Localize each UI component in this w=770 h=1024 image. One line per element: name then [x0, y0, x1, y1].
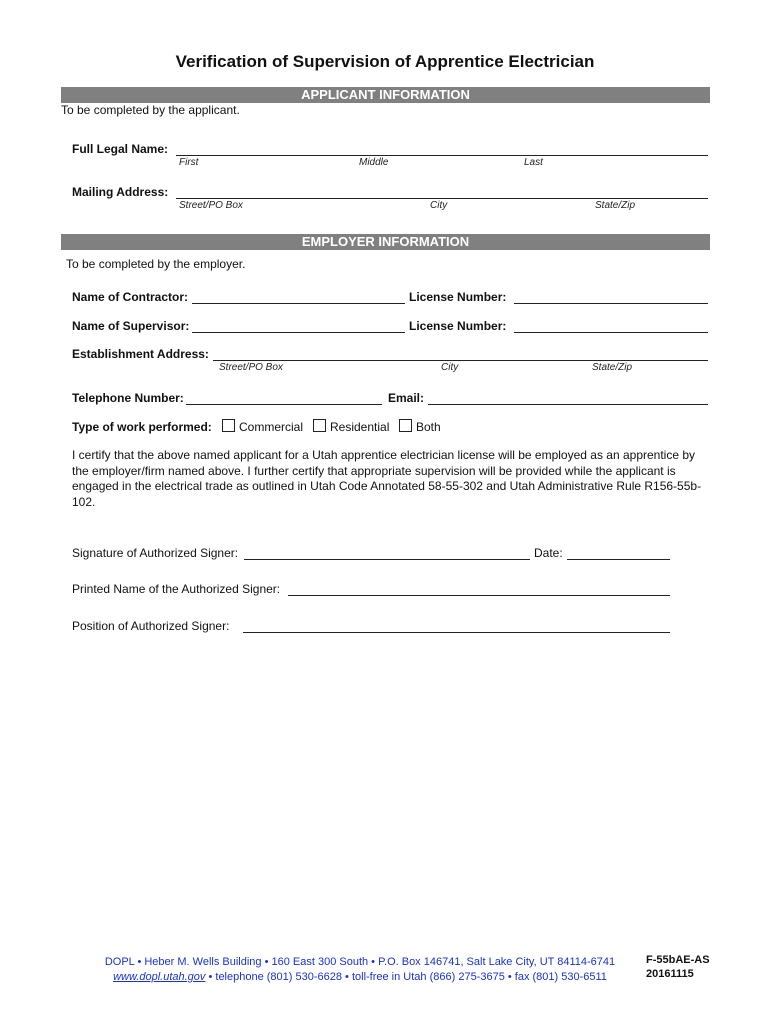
applicant-note: To be completed by the applicant.	[61, 103, 240, 117]
printed-name-label: Printed Name of the Authorized Signer:	[72, 582, 281, 596]
form-date: 20161115	[646, 968, 694, 980]
date-field[interactable]	[567, 559, 670, 560]
signature-label: Signature of Authorized Signer:	[72, 546, 239, 560]
telephone-label: Telephone Number:	[72, 391, 184, 405]
employer-note: To be completed by the employer.	[66, 257, 246, 271]
mailing-address-field[interactable]	[176, 198, 708, 199]
mailing-address-label: Mailing Address:	[72, 185, 169, 199]
contractor-label: Name of Contractor:	[72, 290, 189, 304]
commercial-checkbox[interactable]	[222, 419, 235, 432]
residential-option-label: Residential	[330, 420, 390, 434]
establishment-address-label: Establishment Address:	[72, 347, 209, 361]
last-name-caption: Last	[524, 157, 543, 168]
supervisor-license-label: License Number:	[409, 319, 507, 333]
establishment-street-caption: Street/PO Box	[219, 362, 283, 373]
position-label: Position of Authorized Signer:	[72, 619, 230, 633]
website-link[interactable]: www.dopl.utah.gov	[113, 971, 206, 983]
contractor-field[interactable]	[192, 303, 405, 304]
footer-address: DOPL • Heber M. Wells Building • 160 East 300 South • P.O. Box 146741, Salt Lake City, UT 84114-6741	[104, 956, 616, 968]
page-title: Verification of Supervision of Apprentice Electrician	[175, 52, 595, 71]
work-type-label: Type of work performed:	[72, 420, 212, 434]
residential-checkbox[interactable]	[313, 419, 326, 432]
footer-contact-numbers: • telephone (801) 530-6628 • toll-free in Utah (866) 275-3675 • fax (801) 530-6511	[205, 971, 607, 983]
form-code: F-55bAE-AS	[646, 954, 710, 966]
signature-field[interactable]	[244, 559, 530, 560]
supervisor-license-field[interactable]	[514, 332, 708, 333]
establishment-city-caption: City	[441, 362, 459, 373]
contractor-license-field[interactable]	[514, 303, 708, 304]
position-field[interactable]	[243, 632, 670, 633]
certification-statement: I certify that the above named applicant for a Utah apprentice electrician license will be employed as an apprentice by the employer/firm named above. I further certify that appropriate supervision will be provided while the applicant is engaged in the electrical trade as outlined in Utah Code Annotated 58-55-302 and Utah Administrative Rule R156-55b-102.	[72, 448, 702, 509]
first-name-caption: First	[179, 157, 199, 168]
establishment-state-zip-caption: State/Zip	[592, 362, 633, 373]
footer-contact	[80, 969, 640, 985]
middle-name-caption: Middle	[359, 157, 389, 168]
date-label: Date:	[534, 546, 563, 560]
supervisor-label: Name of Supervisor:	[72, 319, 190, 333]
both-option-label: Both	[416, 420, 441, 434]
email-label: Email:	[388, 391, 425, 405]
both-checkbox[interactable]	[399, 419, 412, 432]
city-caption: City	[430, 200, 448, 211]
email-field[interactable]	[428, 404, 708, 405]
commercial-option-label: Commercial	[239, 420, 304, 434]
telephone-field[interactable]	[186, 404, 382, 405]
supervisor-field[interactable]	[192, 332, 405, 333]
full-name-label: Full Legal Name:	[72, 142, 169, 156]
contractor-license-label: License Number:	[409, 290, 507, 304]
state-zip-caption: State/Zip	[595, 200, 636, 211]
printed-name-field[interactable]	[288, 595, 670, 596]
street-caption: Street/PO Box	[179, 200, 243, 211]
employer-section-header: EMPLOYER INFORMATION	[61, 234, 710, 250]
establishment-address-field[interactable]	[213, 360, 708, 361]
applicant-section-header: APPLICANT INFORMATION	[61, 87, 710, 103]
full-name-field[interactable]	[176, 155, 708, 156]
